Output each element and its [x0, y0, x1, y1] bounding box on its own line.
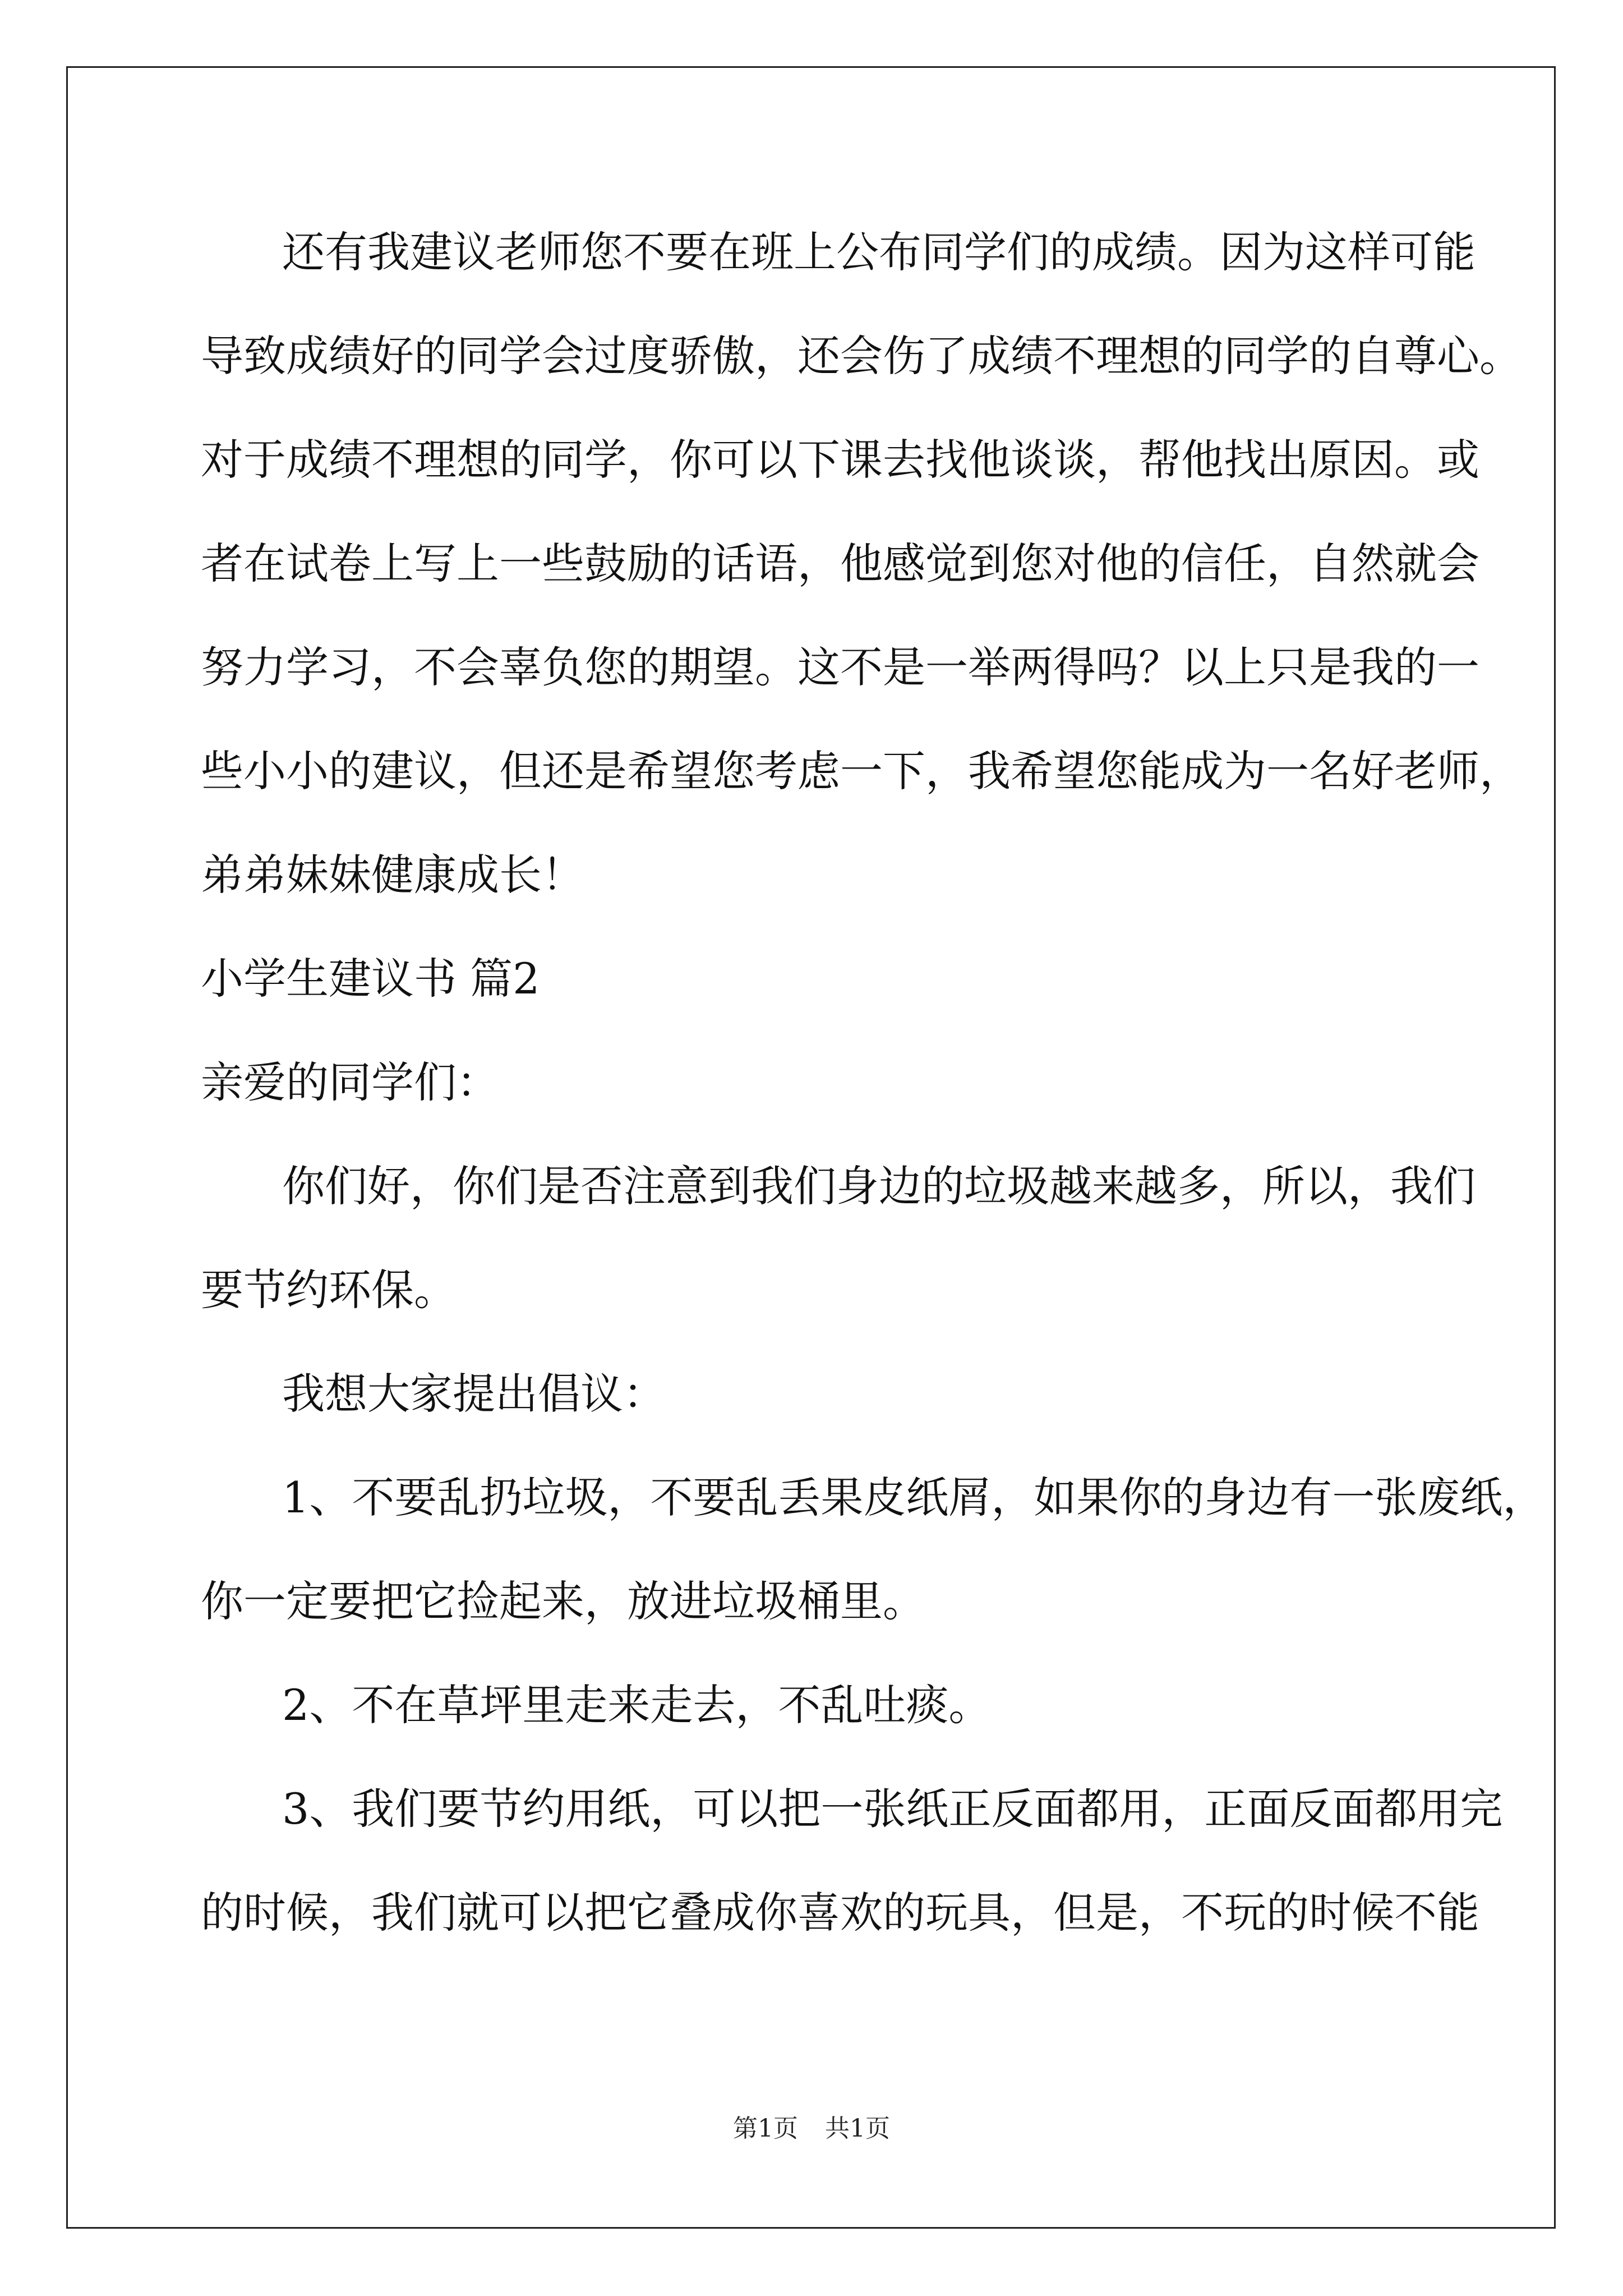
paragraph-line: 些小小的建议，但还是希望您考虑一下，我希望您能成为一名好老师， [201, 746, 1522, 796]
paragraph-line: 还有我建议老师您不要在班上公布同学们的成绩。因为这样可能 [282, 227, 1476, 277]
page-footer [0, 2114, 1623, 2144]
list-item-line: 3、我们要节约用纸，可以把一张纸正反面都用，正面反面都用完 [282, 1784, 1503, 1834]
paragraph-line: 导致成绩好的同学会过度骄傲，还会伤了成绩不理想的同学的自尊心。 [201, 331, 1522, 381]
paragraph-line: 你们好，你们是否注意到我们身边的垃圾越来越多，所以，我们 [282, 1161, 1476, 1211]
page-total: 共1页 [825, 2114, 890, 2143]
paragraph-line: 要节约环保。 [201, 1265, 457, 1315]
section-heading: 小学生建议书 篇2 [201, 954, 540, 1004]
list-item-line: 2、不在草坪里走来走去，不乱吐痰。 [282, 1680, 992, 1730]
list-item-line: 你一定要把它捡起来，放进垃圾桶里。 [201, 1576, 925, 1626]
paragraph-line: 努力学习，不会辜负您的期望。这不是一举两得吗？以上只是我的一 [201, 642, 1479, 692]
paragraph-line: 弟弟妹妹健康成长！ [201, 850, 584, 900]
page-number: 第1页 [733, 2114, 798, 2143]
list-item-line: 1、不要乱扔垃圾，不要乱丢果皮纸屑，如果你的身边有一张废纸， [282, 1473, 1546, 1522]
list-item-line: 的时候，我们就可以把它叠成你喜欢的玩具，但是，不玩的时候不能 [201, 1888, 1479, 1938]
paragraph-line: 者在试卷上写上一些鼓励的话语，他感觉到您对他的信任，自然就会 [201, 539, 1479, 588]
salutation: 亲爱的同学们： [201, 1057, 499, 1107]
paragraph-line: 对于成绩不理想的同学，你可以下课去找他谈谈，帮他找出原因。或 [201, 435, 1479, 485]
paragraph-line: 我想大家提出倡议： [282, 1369, 666, 1419]
